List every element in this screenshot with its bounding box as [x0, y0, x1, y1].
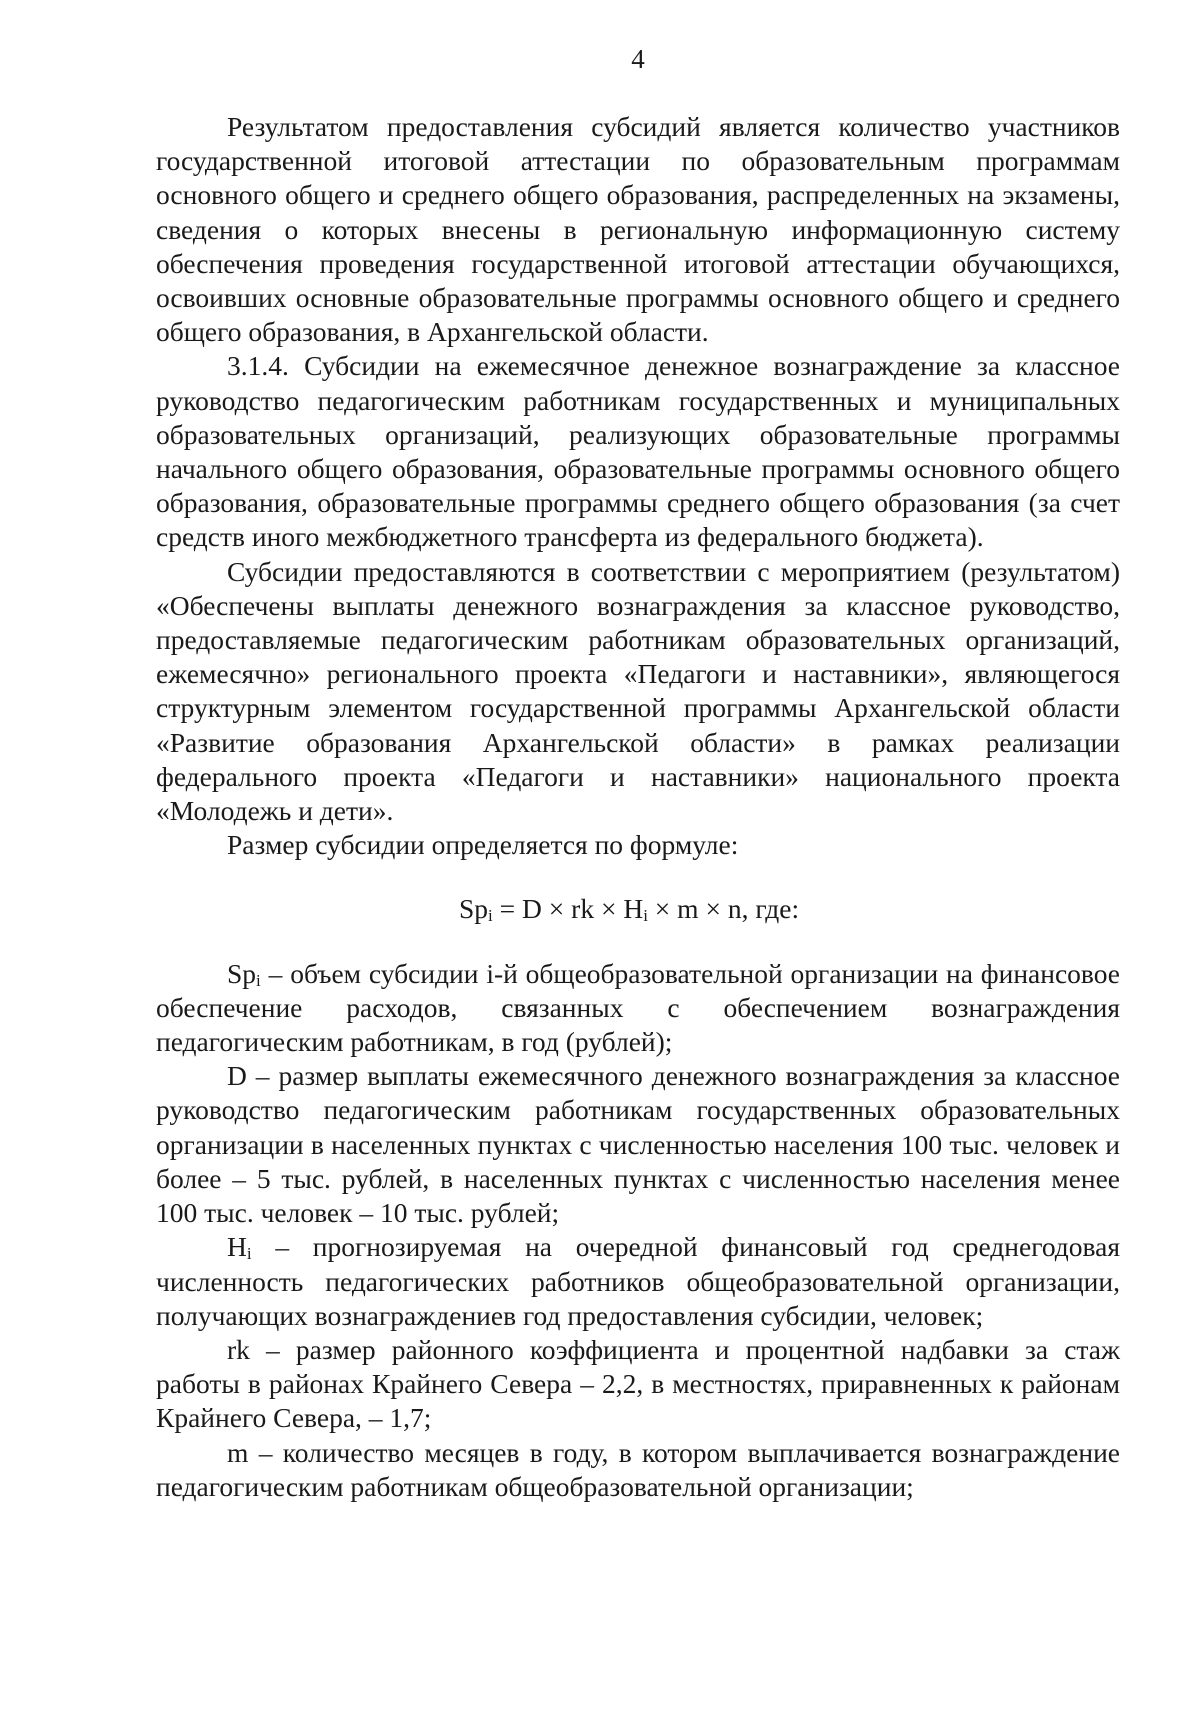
paragraph-result: Результатом предоставления субсидий является количество участников государственной итоговой аттестации по образовательным программам основного общего и среднего общего образования, распределенных на экзамены, сведения о которых внесены в региональную информационную систему обеспечения проведения государственной итоговой аттестации обучающихся, освоивших основные образовательные программы основного общего и среднего общего образования, в Архангельской области.	[156, 111, 1120, 348]
subsidy-formula	[156, 892, 1120, 926]
paragraph-formula-intro: Размер субсидии определяется по формуле:	[227, 829, 739, 861]
formula-middle: = D × rk × H	[492, 893, 644, 925]
definition-sp-subscript: i	[256, 970, 261, 990]
paragraph-section-3-1-4: 3.1.4. Субсидии на ежемесячное денежное вознаграждение за классное руководство педагогическим работникам государственных и муниципальных образовательных организаций, реализующих образовательные программы начального общего образования, образовательные программы основного общего образования, образовательные программы среднего общего образования (за счет средств иного межбюджетного трансферта из федерального бюджета).	[156, 350, 1120, 553]
formula-h-subscript: i	[643, 906, 648, 926]
definition-h	[156, 1230, 1120, 1333]
definition-h-symbol: H	[227, 1231, 247, 1263]
definition-m: m – количество месяцев в году, в котором выплачивается вознаграждение педагогическим работникам общеобразовательной организации;	[156, 1436, 1120, 1502]
formula-lhs: Sp	[459, 893, 489, 925]
definition-h-subscript: i	[246, 1244, 252, 1264]
definition-d: D – размер выплаты ежемесячного денежного вознаграждения за классное руководство педагогическим работникам государственных образовательных организации в населенных пунктах с численностью населения 100 тыс. человек и более – 5 тыс. рублей, в населенных пунктах с численностью населения менее 100 тыс. человек – 10 тыс. рублей;	[156, 1060, 1120, 1229]
formula-lhs-subscript: i	[488, 906, 493, 926]
definition-sp-text: – объем субсидии i-й общеобразовательной организации на финансовое обеспечение расходов, связанных с обеспечением вознаграждения педагогическим работникам, в год (рублей);	[156, 957, 1120, 1058]
definition-sp-symbol: Sp	[227, 957, 257, 989]
definition-rk: rk – размер районного коэффициента и процентной надбавки за стаж работы в районах Крайнего Севера – 2,2, в местностях, приравненных к районам Крайнего Севера, – 1,7;	[156, 1333, 1120, 1434]
definition-sp	[156, 957, 1120, 1060]
page-number: 4	[631, 44, 645, 74]
formula-tail: × m × n, где:	[647, 893, 800, 925]
definition-h-text: – прогнозируемая на очередной финансовый год среднегодовая численность педагогических работников общеобразовательной организации, получающих вознаграждениев год предоставления субсидии, человек;	[156, 1231, 1120, 1331]
paragraph-subsidy-basis: Субсидии предоставляются в соответствии с мероприятием (результатом) «Обеспечены выплаты денежного вознаграждения за классное руководство, предоставляемые педагогическим работникам образовательных организаций, ежемесячно» регионального проекта «Педагоги и наставники», являющегося структурным элементом государственной программы Архангельской области «Развитие образования Архангельской области» в рамках реализации федерального проекта «Педагоги и наставники» национального проекта «Молодежь и дети».	[156, 555, 1120, 827]
document-body	[156, 110, 1120, 1504]
